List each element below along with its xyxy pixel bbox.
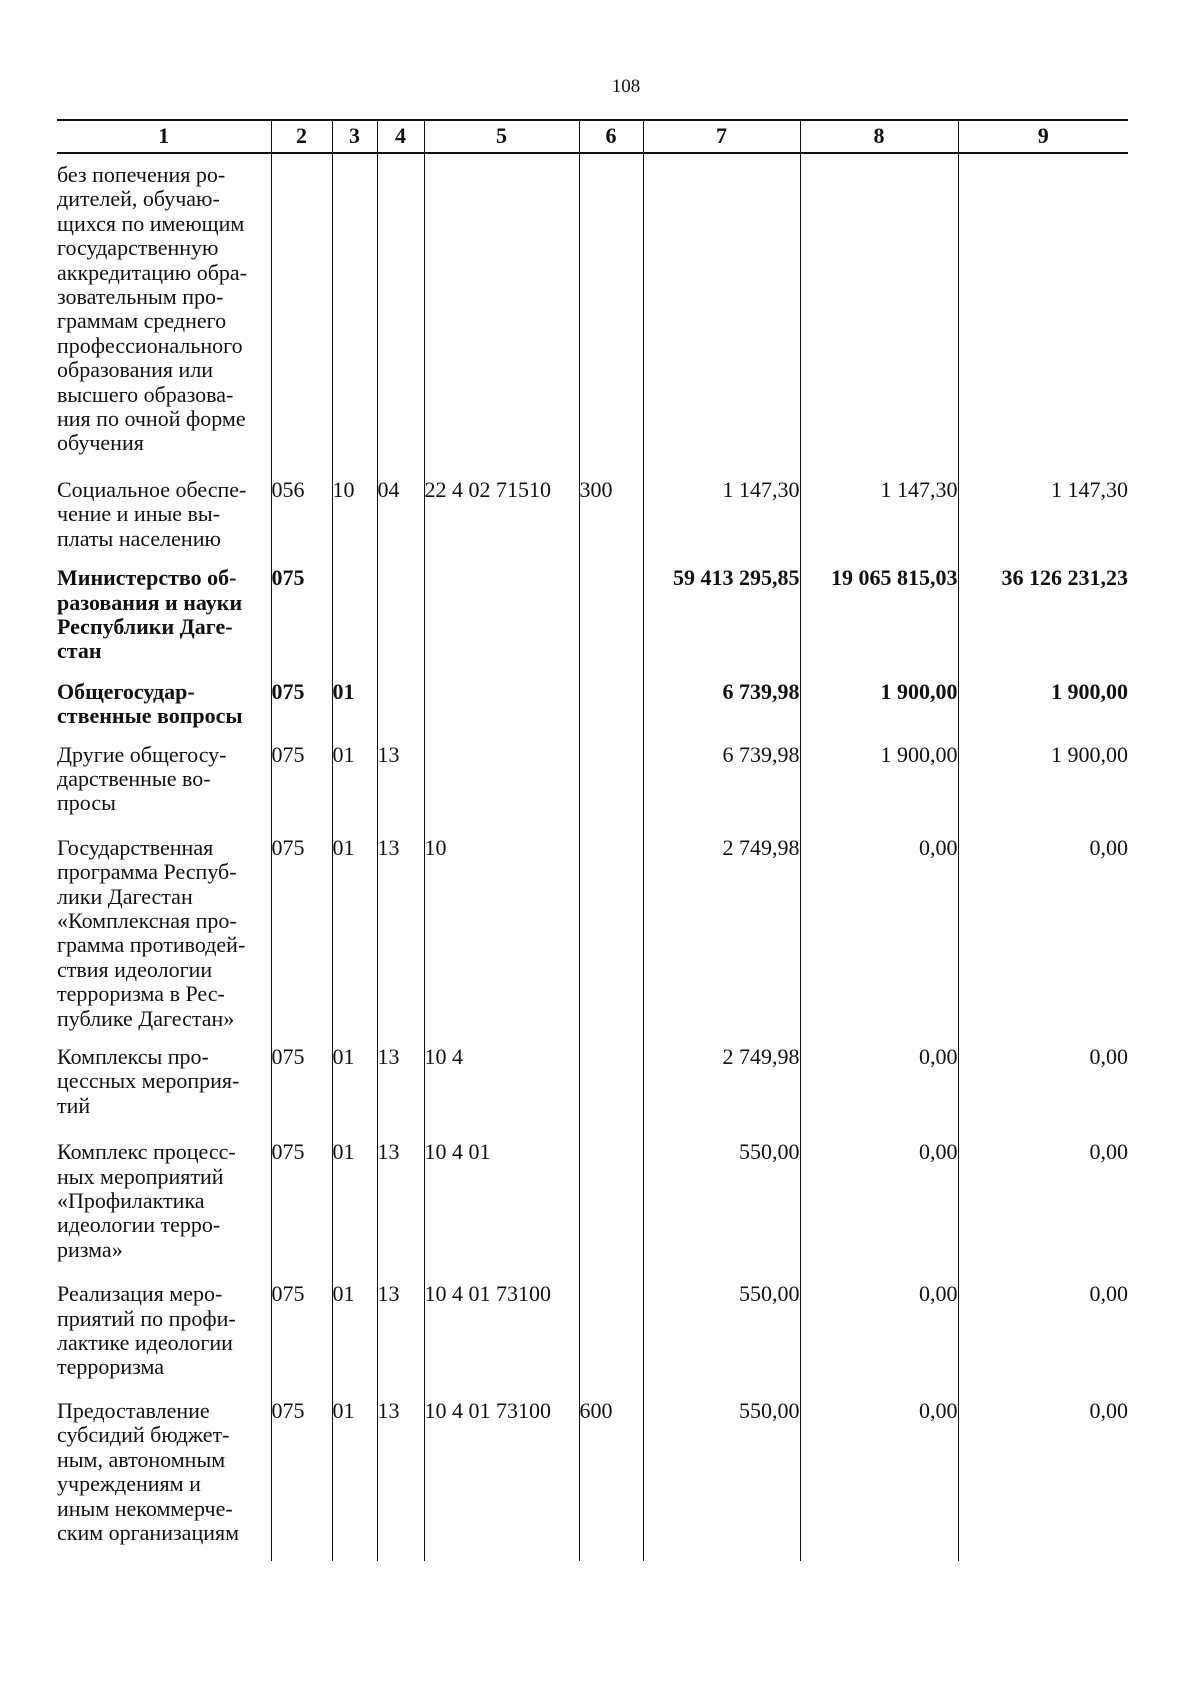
table-cell: 056 [271,478,332,566]
table-cell: 13 [377,1045,424,1140]
table-row [57,1282,1128,1399]
row-name-cell: Предоставление субсидий бюджет- ным, автономным учреждениям и иным некоммерче- ским организациям [57,1399,271,1561]
table-cell: 075 [271,680,332,743]
table-cell: 075 [271,743,332,836]
table-row [57,478,1128,566]
table-cell [579,680,643,743]
table-row [57,1140,1128,1282]
table-body [57,153,1128,1561]
table-cell [579,1282,643,1399]
table-cell: 1 900,00 [800,680,958,743]
column-header: 9 [958,120,1128,153]
table-cell: 10 4 [424,1045,579,1140]
table-cell: 10 [424,836,579,1045]
table-cell: 10 4 01 73100 [424,1399,579,1561]
table-cell: 22 4 02 71510 [424,478,579,566]
table-cell: 1 147,30 [643,478,800,566]
column-header: 7 [643,120,800,153]
table-cell [643,153,800,478]
row-name-cell: Реализация меро- приятий по профи- лактике идеологии терроризма [57,1282,271,1399]
table-cell [424,566,579,680]
row-name-cell: Социальное обеспе- чение и иные вы- платы населению [57,478,271,566]
table-cell: 075 [271,1399,332,1561]
column-header: 3 [332,120,377,153]
table-cell: 0,00 [800,1140,958,1282]
row-name-cell: Министерство об- разования и науки Республики Даге- стан [57,566,271,680]
table-cell: 0,00 [800,1045,958,1140]
table-cell: 600 [579,1399,643,1561]
table-cell [579,1045,643,1140]
column-header: 2 [271,120,332,153]
table-cell [579,153,643,478]
table-cell: 13 [377,1399,424,1561]
table-cell: 0,00 [1089,1139,1128,1165]
table-cell [958,153,1128,478]
table-cell: 01 [332,680,377,743]
table-cell: 075 [271,1045,332,1140]
table-cell: 59 413 295,85 [643,566,800,680]
table-cell: 0,00 [1089,834,1128,860]
column-header: 8 [800,120,958,153]
table-row [57,836,1128,1045]
table-cell: 1 147,30 [800,478,958,566]
table-cell [579,743,643,836]
header-row [57,120,1128,153]
table-cell [377,153,424,478]
table-cell [332,153,377,478]
table-cell: 0,00 [1089,1281,1128,1307]
table-cell: 13 [377,836,424,1045]
table-cell: 550,00 [643,1282,800,1399]
table-cell: 1 900,00 [800,743,958,836]
table-row [57,680,1128,743]
page-number: 108 [611,76,641,97]
table-cell [332,566,377,680]
table-cell: 01 [332,1282,377,1399]
column-header: 1 [57,120,271,153]
table-cell: 19 065 815,03 [800,566,958,680]
table-cell: 2 749,98 [643,1045,800,1140]
table-row [57,566,1128,680]
table-row [57,1399,1128,1561]
table-cell [271,153,332,478]
table-cell [424,153,579,478]
table-cell: 2 749,98 [643,836,800,1045]
column-header: 4 [377,120,424,153]
table-cell: 01 [332,1140,377,1282]
table-cell: 0,00 [1089,1044,1128,1069]
table-cell: 10 4 01 [424,1140,579,1282]
table-cell: 075 [271,1140,332,1282]
table-cell: 1 900,00 [1051,678,1128,704]
table-cell [579,566,643,680]
table-cell: 6 739,98 [643,680,800,743]
table-cell [579,1140,643,1282]
table-cell: 075 [271,1282,332,1399]
table-cell: 01 [332,836,377,1045]
row-name-cell: без попечения ро- дителей, обучаю- щихся по имеющим государственную аккредитацию обра- зовательным про- граммам среднего профессионального образования или высшего образова- ния по очной форме обучения [57,153,271,478]
row-name-cell: Общегосудар- ственные вопросы [57,680,271,743]
row-name-cell: Государственная программа Респуб- лики Дагестан «Комплексная про- грамма противодей- ствия идеологии терроризма в Рес- публике Дагестан» [57,836,271,1045]
table-cell [800,153,958,478]
column-header: 6 [579,120,643,153]
table-cell [424,743,579,836]
table-cell: 6 739,98 [643,743,800,836]
table-cell: 13 [377,1282,424,1399]
table-cell: 075 [271,566,332,680]
row-name-cell: Комплексы про- цессных мероприя- тий [57,1045,271,1140]
table-cell: 01 [332,1045,377,1140]
table-cell: 0,00 [800,1399,958,1561]
table-row [57,743,1128,836]
table-row [57,1045,1128,1140]
table-cell: 36 126 231,23 [1001,565,1128,591]
table-cell: 10 [332,478,377,566]
table-cell: 13 [377,743,424,836]
table-cell: 550,00 [643,1399,800,1561]
table-cell: 0,00 [800,1282,958,1399]
table-cell: 550,00 [643,1140,800,1282]
budget-table [57,119,1128,1561]
table-cell [377,680,424,743]
column-header: 5 [424,120,579,153]
table-cell: 13 [377,1140,424,1282]
table-cell: 01 [332,743,377,836]
table-cell: 1 900,00 [1051,741,1128,767]
table-cell [424,680,579,743]
table-cell: 01 [332,1399,377,1561]
table-cell: 075 [271,836,332,1045]
table-cell: 1 147,30 [1051,476,1128,502]
row-name-cell: Комплекс процесс- ных мероприятий «Профилактика идеологии терро- ризма» [57,1140,271,1282]
table-row [57,153,1128,478]
table-cell: 300 [579,478,643,566]
row-name-cell: Другие общегосу- дарственные во- просы [57,743,271,836]
table-cell [579,836,643,1045]
table-cell: 10 4 01 73100 [424,1282,579,1399]
table-cell [377,566,424,680]
table-cell: 04 [377,478,424,566]
table-cell: 0,00 [800,836,958,1045]
table-cell: 0,00 [1089,1397,1128,1423]
